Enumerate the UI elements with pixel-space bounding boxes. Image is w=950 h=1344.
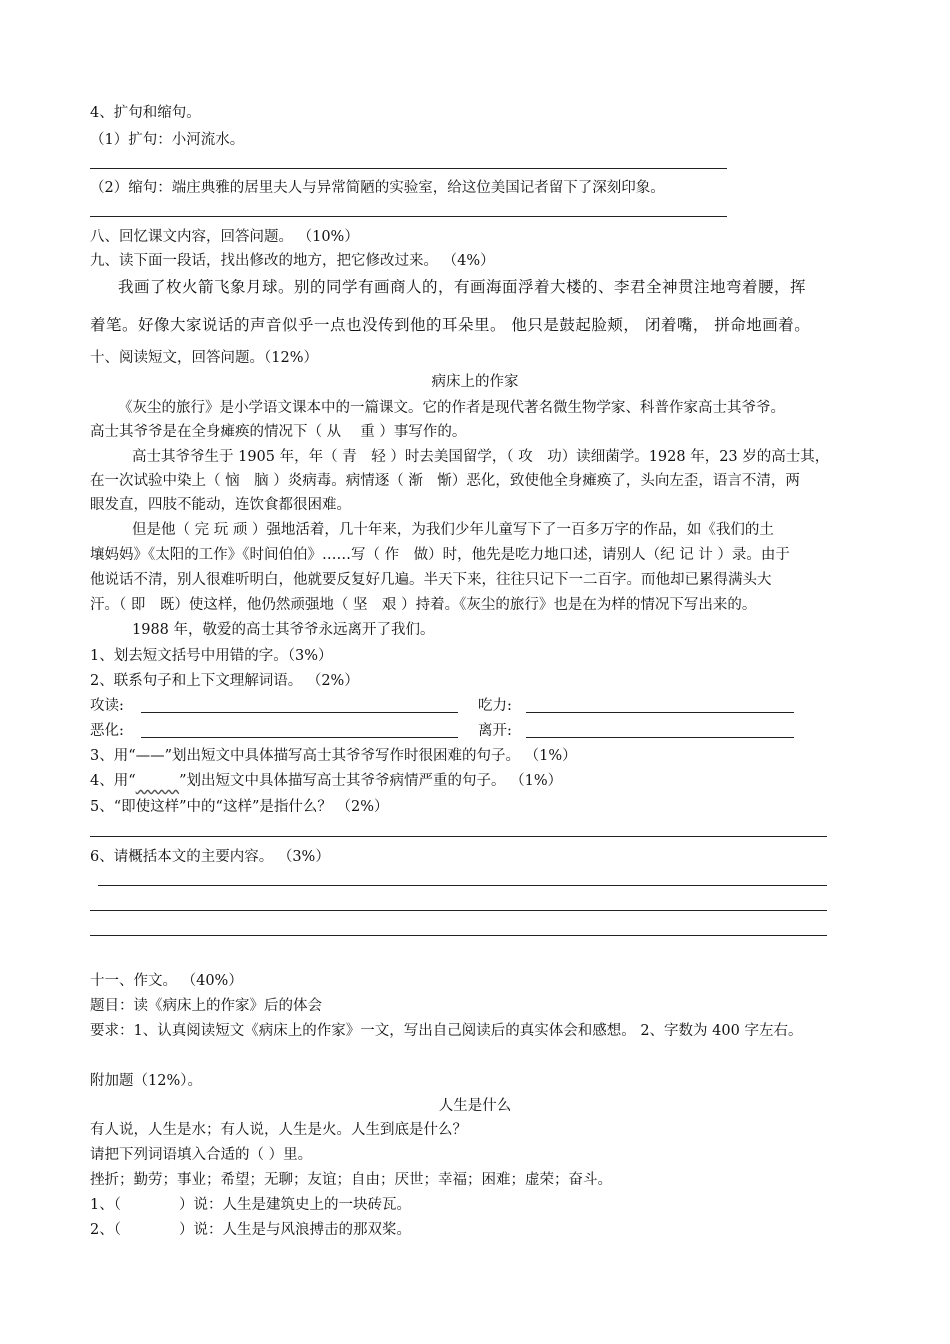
passage-title: 病床上的作家 — [431, 374, 519, 390]
bonus-heading: 附加题（12%）。 — [90, 1073, 202, 1089]
bonus-line1: 有人说，人生是水；有人说，人生是火。人生到底是什么？ — [90, 1122, 467, 1138]
word-label-chili: 吃力: — [478, 698, 512, 714]
sub-question-1: 1、划去短文括号中用错的字。（3%） — [90, 648, 333, 664]
answer-line-q4-2[interactable] — [90, 216, 727, 217]
passage-p4: 1988 年，敬爱的高士其爷爷永远离开了我们。 — [132, 622, 435, 638]
q11-heading: 十一、作文。 （40%） — [90, 973, 243, 989]
sub-question-4-prefix: 4、用“ — [90, 773, 136, 789]
word-answer-line-chili[interactable] — [526, 712, 794, 713]
answer-line-s6-1[interactable] — [98, 885, 827, 886]
answer-line-s5[interactable] — [90, 836, 827, 837]
passage-p2-line3: 眼发直，四肢不能动，连饮食都很困难。 — [90, 497, 351, 513]
q4-heading: 4、扩句和缩句。 — [90, 105, 201, 121]
word-answer-line-ehua[interactable] — [141, 737, 458, 738]
sub-question-5: 5、“即使这样”中的“这样”是指什么？ （2%） — [90, 799, 389, 815]
answer-line-q4-1[interactable] — [90, 168, 727, 169]
sub-question-4 — [90, 771, 562, 791]
bonus-title: 人生是什么 — [438, 1098, 512, 1114]
word-label-gongdu: 攻读: — [90, 698, 124, 714]
sub-question-6: 6、请概括本文的主要内容。 （3%） — [90, 849, 330, 865]
q9-heading: 九、读下面一段话，找出修改的地方，把它修改过来。 （4%） — [90, 253, 495, 269]
passage-p3-line2: 壤妈妈》《太阳的工作》《时间伯伯》……写（ 作 做）时，他先是吃力地口述，请别人（纪 记 计 ）录。由于 — [90, 547, 790, 563]
q10-heading: 十、阅读短文，回答问题。（12%） — [90, 350, 318, 366]
essay-topic: 题目：读《病床上的作家》后的体会 — [90, 998, 322, 1014]
wavy-underline-mark — [136, 773, 180, 789]
bonus-item-1: 1、（ ）说：人生是建筑史上的一块砖瓦。 — [90, 1197, 411, 1213]
passage-p1-line2: 高士其爷爷是在全身瘫痪的情况下（ 从 重 ）事写作的。 — [90, 424, 467, 440]
passage-p1-line1: 《灰尘的旅行》是小学语文课本中的一篇课文。它的作者是现代著名微生物学家、科普作家高士其爷爷。 — [118, 400, 785, 416]
passage-p3-line3: 他说话不清，别人很难听明白，他就要反复好几遍。半天下来，往往只记下一二百字。而他却已累得满头大 — [90, 572, 772, 588]
word-label-ehua: 恶化: — [90, 723, 124, 739]
bonus-line2: 请把下列词语填入合适的（ ）里。 — [90, 1147, 313, 1163]
essay-requirements: 要求：1、认真阅读短文《病床上的作家》一文，写出自己阅读后的真实体会和感想。 2、字数为 400 字左右。 — [90, 1023, 803, 1039]
sub-question-3: 3、用“——”划出短文中具体描写高士其爷爷写作时很困难的句子。 （1%） — [90, 748, 577, 764]
word-label-likai: 离开: — [478, 723, 512, 739]
q4-part2: （2）缩句：端庄典雅的居里夫人与异常简陋的实验室，给这位美国记者留下了深刻印象。 — [90, 180, 665, 196]
q4-part1: （1）扩句：小河流水。 — [90, 132, 245, 148]
sub-question-4-suffix: ”划出短文中具体描写高士其爷爷病情严重的句子。 （1%） — [179, 773, 563, 789]
bonus-word-list: 挫折；勤劳；事业；希望；无聊；友谊；自由；厌世；幸福；困难；虚荣；奋斗。 — [90, 1172, 612, 1188]
bonus-item-2: 2、（ ）说：人生是与风浪搏击的那双桨。 — [90, 1222, 411, 1238]
passage-p2-line2: 在一次试验中染上（ 恼 脑 ）炎病毒。病情逐（ 渐 惭）恶化，致使他全身瘫痪了，头向左歪，语言不清，两 — [90, 473, 800, 489]
passage-p2-line1: 高士其爷爷生于 1905 年，年（ 青 轻 ）时去美国留学，（ 攻 功）读细菌学。1928 年，23 岁的高士其， — [132, 449, 830, 465]
q9-paragraph-line2: 着笔。好像大家说话的声音似乎一点也没传到他的耳朵里。 他只是鼓起脸颊， 闭着嘴， 拼命地画着。 — [90, 316, 811, 334]
word-answer-line-likai[interactable] — [526, 737, 794, 738]
q9-paragraph-line1: 我画了枚火箭飞象月球。别的同学有画商人的，有画海面浮着大楼的、李君全神贯注地弯着腰，挥 — [118, 278, 807, 296]
sub-question-2: 2、联系句子和上下文理解词语。 （2%） — [90, 673, 359, 689]
answer-line-s6-2[interactable] — [90, 910, 827, 911]
word-answer-line-gongdu[interactable] — [141, 712, 458, 713]
answer-line-s6-3[interactable] — [90, 935, 827, 936]
q8-heading: 八、回忆课文内容，回答问题。 （10%） — [90, 229, 359, 245]
passage-p3-line1: 但是他（ 完 玩 顽 ）强地活着，几十年来，为我们少年儿童写下了一百多万字的作品，如《我们的土 — [132, 522, 774, 538]
passage-p3-line4: 汗。（ 即 既）使这样，他仍然顽强地（ 坚 艰 ）持着。《灰尘的旅行》也是在为样的情况下写出来的。 — [90, 597, 757, 613]
